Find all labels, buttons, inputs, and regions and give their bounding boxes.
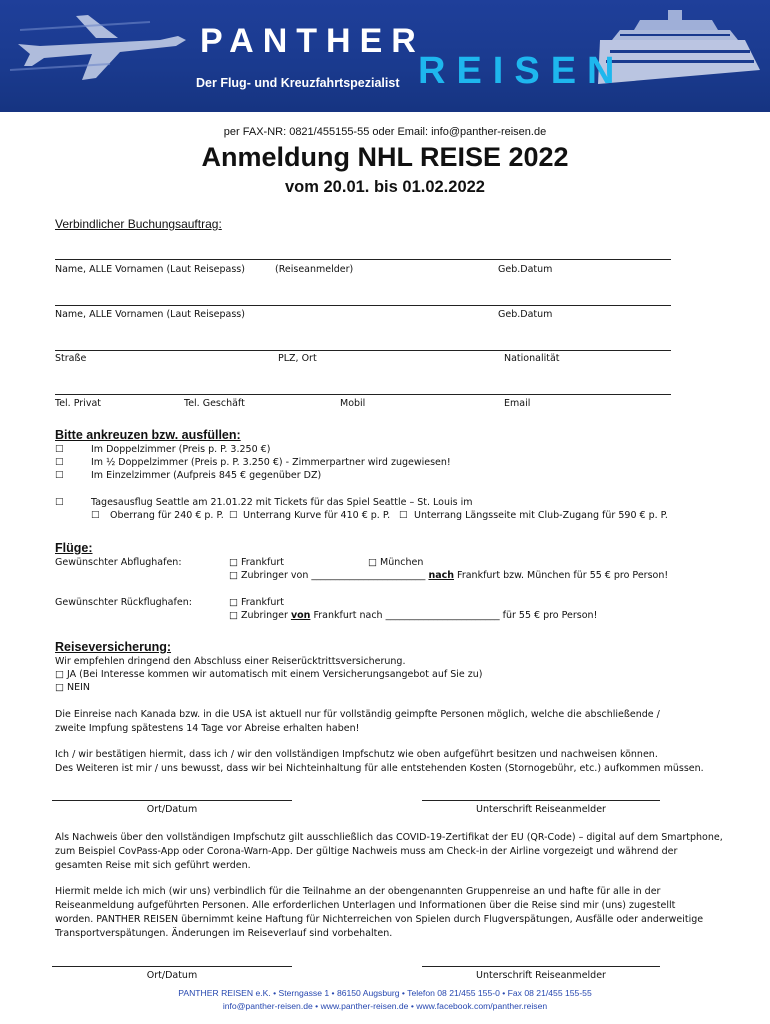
insurance-yes-option[interactable]: □ JA (Bei Interesse kommen wir automatisch mit einem Versicherungsangebot auf Sie zu) [55, 669, 483, 680]
departure-frankfurt-option[interactable]: □ Frankfurt [229, 557, 285, 568]
room-checkbox-2[interactable]: □ [55, 457, 64, 467]
departure-feeder-rest: Frankfurt bzw. München für 55 € pro Person! [457, 570, 669, 581]
terms-line-3: worden. PANTHER REISEN übernimmt keine Haftung für Nichterreichen von Spielen durch Flugverspätungen, Ausfälle oder anderweitige [55, 914, 704, 925]
return-feeder-rest: Frankfurt nach ________________________ für 55 € pro Person! [313, 610, 598, 621]
seat-checkbox-3[interactable]: □ [399, 510, 408, 520]
footer-contact: info@panther-reisen.de • www.panther-reisen.de • www.facebook.com/panther.reisen [222, 1001, 548, 1011]
flights-heading: Flüge: [55, 541, 93, 555]
email-label: Email [504, 398, 531, 409]
insurance-no-option[interactable]: □ NEIN [55, 682, 91, 693]
entry-requirements-line-2: zweite Impfung spätestens 14 Tage vor Abreise erhalten haben! [55, 723, 360, 734]
booking-line-4[interactable] [55, 394, 671, 395]
footer-address: PANTHER REISEN e.K. • Sterngasse 1 • 86150 Augsburg • Telefon 08 21/455 155-0 • Fax 08 21/455 155-55 [178, 988, 592, 998]
terms-line-4: Transportverspätungen. Änderungen im Reiseverlauf sind vorbehalten. [55, 928, 393, 939]
dob-label-1: Geb.Datum [498, 264, 553, 275]
options-heading: Bitte ankreuzen bzw. ausfüllen: [55, 428, 241, 442]
return-feeder-von: von [290, 610, 311, 621]
confirmation-line-1: Ich / wir bestätigen hiermit, dass ich / wir den vollständigen Impfschutz wie oben aufgeführt besitzen und nachweisen können. [55, 749, 658, 760]
phone-private-label: Tel. Privat [55, 398, 101, 409]
signature-label-1: Unterschrift Reiseanmelder [476, 804, 606, 815]
return-feeder-text: □ Zubringer [229, 610, 288, 621]
departure-feeder-text: □ Zubringer von ________________________ [229, 570, 426, 581]
place-date-line-2[interactable] [52, 966, 292, 967]
mobile-label: Mobil [340, 398, 366, 409]
place-date-label-1: Ort/Datum [146, 804, 198, 815]
fax-line: per FAX-NR: 0821/455155-55 oder Email: info@panther-reisen.de [223, 126, 547, 138]
departure-label: Gewünschter Abflughafen: [55, 557, 182, 568]
place-date-label-2: Ort/Datum [146, 970, 198, 981]
seat-option-1: Oberrang für 240 € p. P. [110, 510, 224, 521]
signature-line-1[interactable] [422, 800, 660, 801]
page-title: Anmeldung NHL REISE 2022 [201, 142, 569, 172]
phone-business-label: Tel. Geschäft [184, 398, 245, 409]
return-frankfurt-option[interactable]: □ Frankfurt [229, 597, 285, 608]
departure-feeder-nach: nach [428, 570, 455, 581]
booking-line-2[interactable] [55, 305, 671, 306]
signature-line-2[interactable] [422, 966, 660, 967]
terms-line-2: Reiseanmeldung aufgeführten Personen. Alle erforderlichen Unterlagen und Informationen über die Reise sind mir (uns) zugestellt [55, 900, 676, 911]
proof-line-2: zum Beispiel CovPass-App oder Corona-Warn-App. Der gültige Nachweis muss am Check-in der Airline vorgezeigt und während der [55, 846, 678, 857]
signature-label-2: Unterschrift Reiseanmelder [476, 970, 606, 981]
return-label: Gewünschter Rückflughafen: [55, 597, 192, 608]
zip-city-label: PLZ, Ort [278, 353, 317, 364]
seat-option-2: Unterrang Kurve für 410 € p. P. [243, 510, 391, 521]
dob-label-2: Geb.Datum [498, 309, 553, 320]
room-checkbox-1[interactable]: □ [55, 444, 64, 454]
page-subtitle: vom 20.01. bis 01.02.2022 [285, 178, 485, 196]
excursion-checkbox[interactable]: □ [55, 497, 64, 507]
entry-requirements-line-1: Die Einreise nach Kanada bzw. in die USA ist aktuell nur für vollständig geimpfte Personen möglich, welche die abschließende / [55, 709, 660, 720]
terms-line-1: Hiermit melde ich mich (wir uns) verbindlich für die Teilnahme an der obengenannten Gruppenreise an und hafte für alle in der [55, 886, 661, 897]
seat-option-3: Unterrang Längsseite mit Club-Zugang für 590 € p. P. [414, 510, 668, 521]
excursion-text: Tagesausflug Seattle am 21.01.22 mit Tickets für das Spiel Seattle – St. Louis im [91, 497, 473, 508]
booking-line-3[interactable] [55, 350, 671, 351]
departure-feeder-option[interactable] [229, 570, 668, 581]
insurance-intro: Wir empfehlen dringend den Abschluss einer Reiserücktrittsversicherung. [55, 656, 406, 667]
name-label-1: Name, ALLE Vornamen (Laut Reisepass) [55, 264, 245, 275]
header-banner [0, 0, 770, 112]
room-option-3: Im Einzelzimmer (Aufpreis 845 € gegenüber DZ) [91, 470, 322, 481]
return-feeder-option[interactable] [229, 610, 597, 621]
proof-line-3: gesamten Reise mit sich geführt werden. [55, 860, 251, 871]
brand-tagline: Der Flug- und Kreuzfahrtspezialist [196, 76, 400, 90]
booking-line-1[interactable] [55, 259, 671, 260]
applicant-label: (Reiseanmelder) [275, 264, 354, 275]
room-option-1: Im Doppelzimmer (Preis p. P. 3.250 €) [91, 444, 271, 455]
room-option-2: Im ½ Doppelzimmer (Preis p. P. 3.250 €) - Zimmerpartner wird zugewiesen! [91, 457, 451, 468]
street-label: Straße [55, 353, 87, 364]
brand-panther: PANTHER [200, 22, 425, 60]
confirmation-line-2: Des Weiteren ist mir / uns bewusst, dass wir bei Nichteinhaltung für alle entstehenden Kosten (Stornogebühr, etc.) aufkommen müssen. [55, 763, 704, 774]
brand-reisen: REISEN [418, 50, 626, 92]
place-date-line-1[interactable] [52, 800, 292, 801]
proof-line-1: Als Nachweis über den vollständigen Impfschutz gilt ausschließlich das COVID-19-Zertifikat der EU (QR-Code) – digital auf dem Smartphone, [55, 832, 723, 843]
nationality-label: Nationalität [504, 353, 560, 364]
seat-checkbox-1[interactable]: □ [91, 510, 100, 520]
seat-checkbox-2[interactable]: □ [229, 510, 238, 520]
booking-heading: Verbindlicher Buchungsauftrag: [55, 217, 222, 231]
room-checkbox-3[interactable]: □ [55, 470, 64, 480]
departure-munich-option[interactable]: □ München [368, 557, 424, 568]
name-label-2: Name, ALLE Vornamen (Laut Reisepass) [55, 309, 245, 320]
insurance-heading: Reiseversicherung: [55, 640, 172, 654]
